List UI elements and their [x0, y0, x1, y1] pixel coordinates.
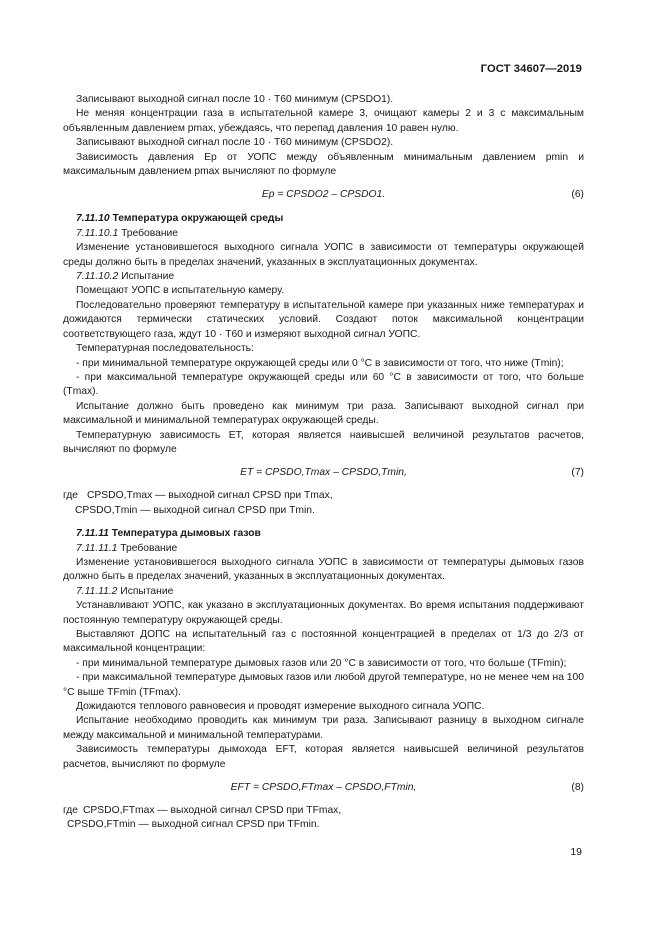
- standard-id: ГОСТ 34607—2019: [480, 63, 582, 75]
- section-title: Температура окружающей среды: [112, 213, 284, 225]
- where-label: где: [63, 805, 79, 817]
- formula-expression: EFT = CPSDO,FTmax – CPSDO,FTmin,: [230, 782, 417, 794]
- page-body: [63, 93, 584, 833]
- subsection-heading: [63, 227, 584, 241]
- where-line: [63, 504, 584, 518]
- paragraph: Дожидаются теплового равновесия и проводят измерение выходного сигнала УОПС.: [76, 701, 485, 712]
- formula-6: [63, 188, 584, 203]
- subsection-heading: [63, 542, 584, 556]
- where-label: где: [63, 490, 79, 502]
- subsection-title: Требование: [120, 542, 178, 554]
- section-number: 7.11.10: [76, 213, 110, 225]
- paragraph: Температурная последовательность:: [76, 343, 254, 355]
- paragraph: Температурную зависимость ET, которая является наивысшей величиной результатов расчетов, вычисляют по формуле: [63, 429, 584, 455]
- paragraph: Записывают выходной сигнал после 10 · T60 минимум (CPSDO1).: [76, 94, 394, 105]
- subsection-heading: [63, 585, 584, 599]
- formula-number: (6): [571, 189, 584, 201]
- where-definition: CPSDO,FTmax — выходной сигнал CPSD при TFmax,: [83, 805, 342, 817]
- page-number: 19: [570, 846, 582, 858]
- where-definition: CPSDO,Tmax — выходной сигнал CPSD при Tmax,: [87, 490, 333, 502]
- subsection-number: 7.11.11.1: [76, 542, 118, 554]
- paragraph: Последовательно проверяют температуру в испытательной камере при указанных ниже температурах и дожидаются термически статических условий. Создают поток максимальной концентрации соответствующего газа, ждут 10 · T60 и измеряют выходной сигнал УОПС.: [63, 299, 584, 340]
- formula-7: [63, 466, 584, 481]
- subsection-heading: [63, 270, 584, 284]
- formula-number: (7): [571, 467, 584, 479]
- formula-expression: ET = CPSDO,Tmax – CPSDO,Tmin,: [240, 467, 407, 479]
- section-heading: [63, 527, 584, 541]
- section-number: 7.11.11: [76, 528, 109, 540]
- paragraph: Зависимость давления Ep от УОПС между объявленным минимальным давлением pmin и максимальным давлением pmax вычисляют по формуле: [63, 151, 584, 178]
- subsection-number: 7.11.10.1: [76, 227, 119, 239]
- list-item: - при максимальной температуре окружающей среды или 60 °С в зависимости от того, что больше (Tmax).: [63, 371, 584, 398]
- paragraph: Испытание должно быть проведено как минимум три раза. Записывают выходной сигнал при максимальной и минимальной температурах окружающей среды.: [63, 400, 584, 427]
- paragraph: Выставляют ДОПС на испытательный газ с постоянной концентрацией в пределах от 1/3 до 2/3 от максимальной концентрации:: [63, 628, 584, 655]
- subsection-title: Испытание: [121, 271, 175, 283]
- subsection-title: Требование: [121, 227, 178, 239]
- where-definition: CPSDO,Tmin — выходной сигнал CPSD при Tmin.: [75, 504, 315, 516]
- formula-8: [63, 781, 584, 796]
- paragraph: Записывают выходной сигнал после 10 · T60 минимум (CPSDO2).: [76, 137, 394, 149]
- list-item: - при минимальной температуре дымовых газов или 20 °С в зависимости от того, что больше (TFmin);: [76, 657, 567, 669]
- subsection-number: 7.11.11.2: [76, 585, 118, 597]
- where-line: [63, 818, 584, 832]
- paragraph: Не меняя концентрации газа в испытательной камере 3, очищают камеры 2 и 3 с максимальным объявленным давлением pmax, убеждаясь, что перепад давления 10 равен нулю.: [63, 108, 584, 134]
- paragraph: Зависимость температуры дымохода EFT, которая является наивысшей величиной результатов расчетов, вычисляют по формуле: [63, 744, 584, 770]
- where-line: [63, 804, 584, 818]
- list-item: - при минимальной температуре окружающей среды или 0 °С в зависимости от того, что ниже (Tmin);: [76, 357, 564, 369]
- where-line: [63, 489, 584, 503]
- list-item: - при максимальной температуре дымовых газов или любой другой температуре, но не менее чем на 100 °С выше TFmin (TFmax).: [63, 672, 584, 698]
- section-heading: [63, 212, 584, 226]
- paragraph: Изменение установившегося выходного сигнала УОПС в зависимости от температуры окружающей среды должно быть в пределах значений, указанных в эксплуатационных документах.: [63, 242, 584, 268]
- formula-number: (8): [571, 782, 584, 794]
- paragraph: Испытание необходимо проводить как минимум три раза. Записывают разницу в выходном сигнале между максимальной и минимальной температурами.: [63, 715, 584, 741]
- section-title: Температура дымовых газов: [111, 528, 261, 540]
- paragraph: Помещают УОПС в испытательную камеру.: [76, 285, 285, 297]
- subsection-number: 7.11.10.2: [76, 271, 119, 283]
- formula-expression: Ep = CPSDO2 – CPSDO1.: [261, 189, 386, 201]
- subsection-title: Испытание: [120, 585, 174, 597]
- where-definition: CPSDO,FTmin — выходной сигнал CPSD при TFmin.: [67, 819, 320, 831]
- paragraph: Устанавливают УОПС, как указано в эксплуатационных документах. Во время испытания поддерживают постоянную температуру окружающей среды.: [63, 600, 584, 626]
- paragraph: Изменение установившегося выходного сигнала УОПС в зависимости от температуры дымовых газов должно быть в пределах значений, указанных в эксплуатационных документах.: [63, 556, 584, 583]
